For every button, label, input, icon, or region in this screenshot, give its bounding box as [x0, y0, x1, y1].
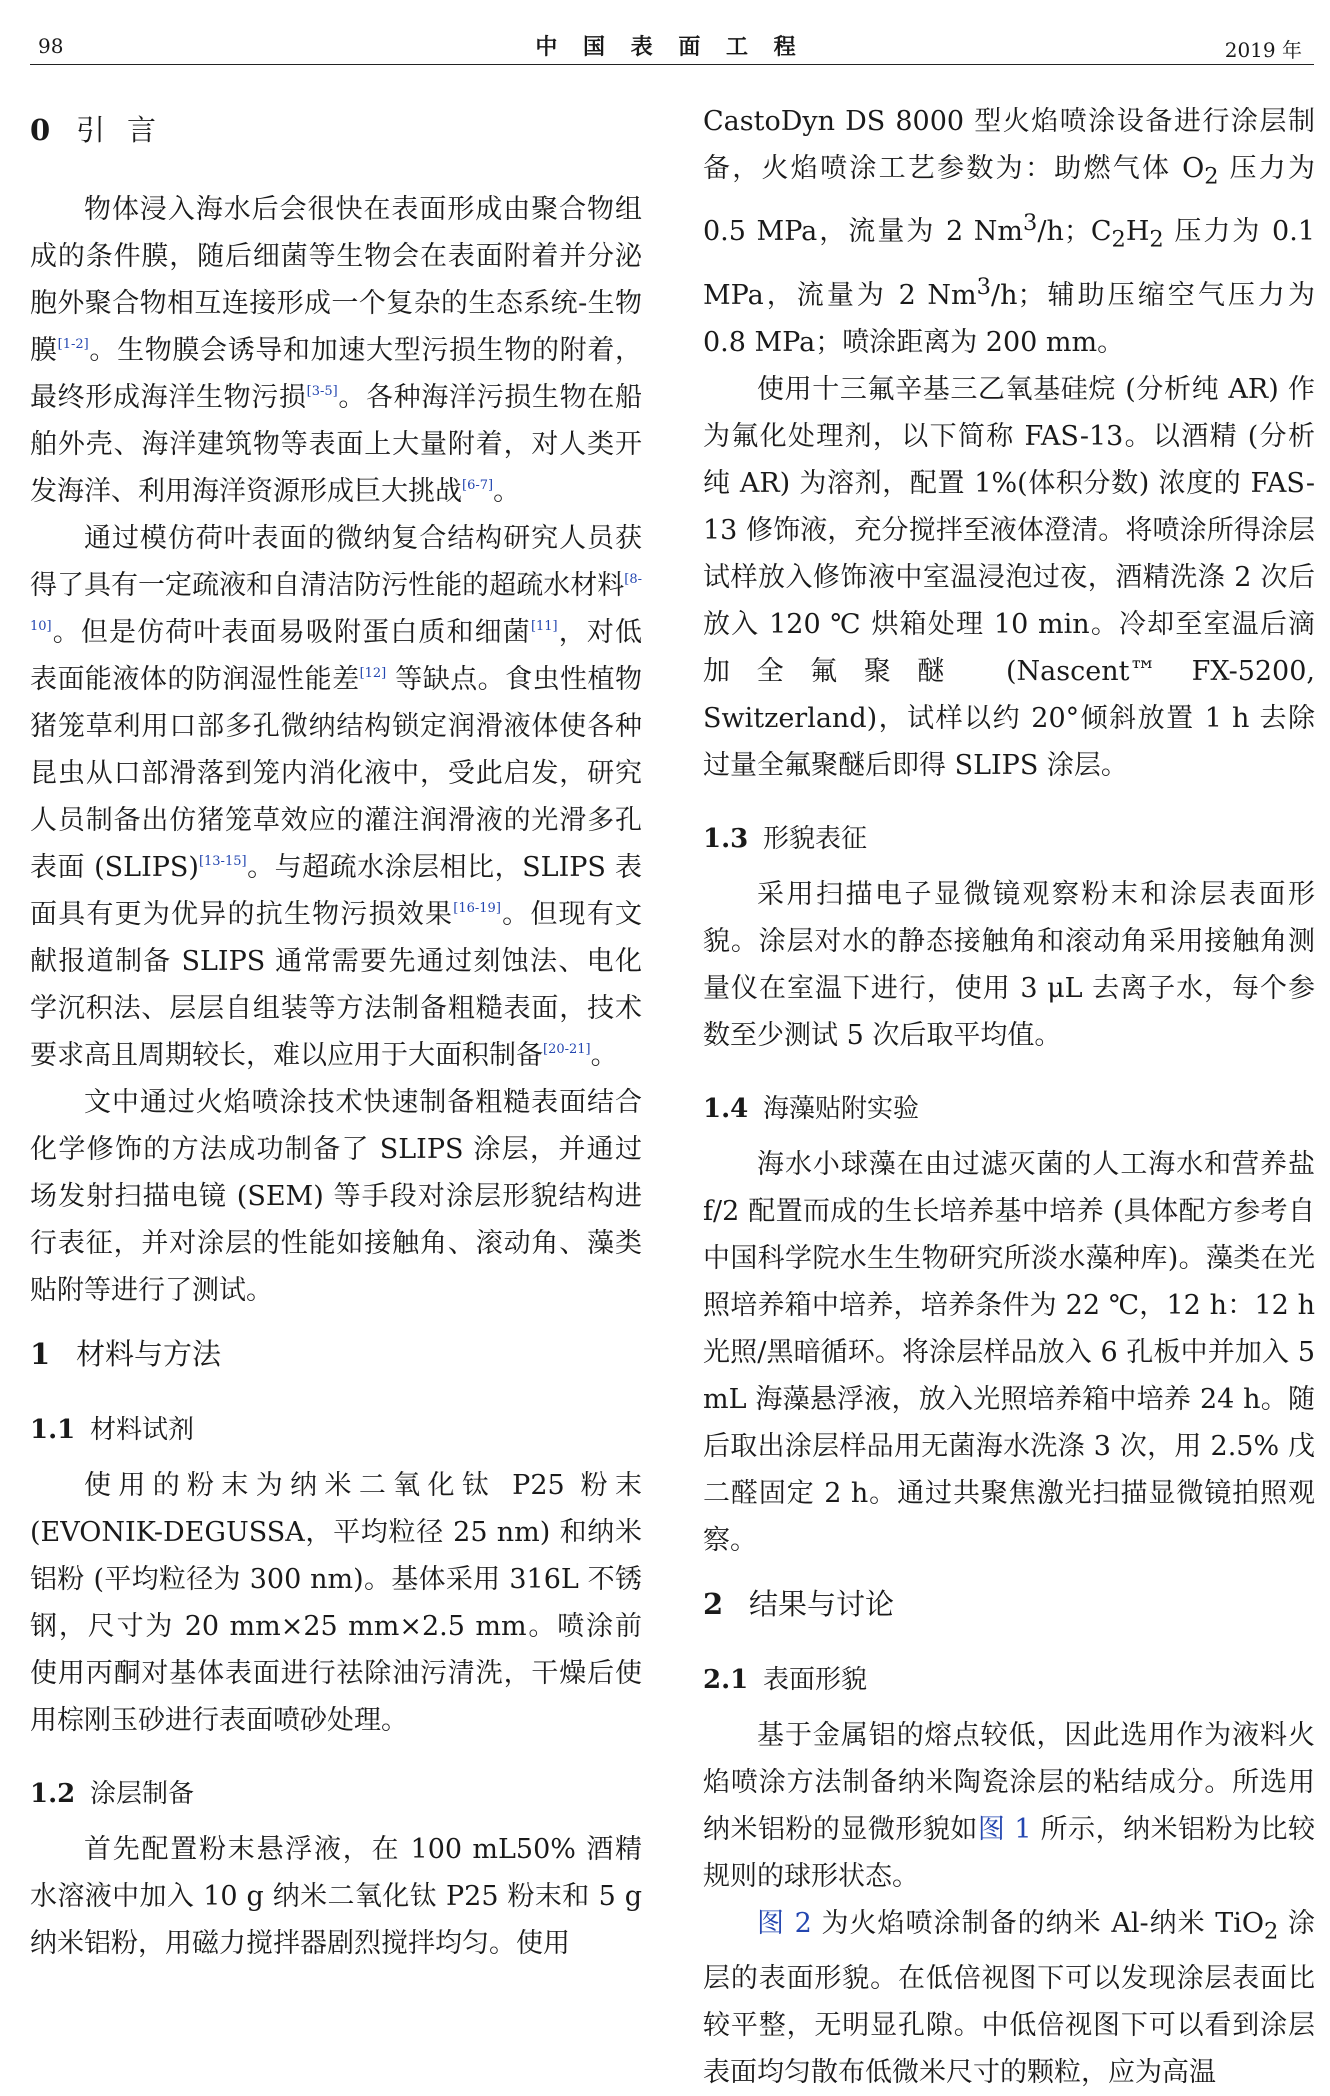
- section-heading: 1 材料与方法: [30, 1337, 222, 1371]
- citation-link[interactable]: [3-5]: [306, 384, 338, 399]
- subsection-heading: 1.3 形貌表征: [703, 823, 868, 854]
- paragraph: 使用的粉末为纳米二氧化钛 P25 粉末 (EVONIK-DEGUSSA，平均粒径 25 nm) 和纳米铝粉 (平均粒径为 300 nm)。基体采用 316L 不锈钢，尺寸为 20 mm×25 mm×2.5 mm。喷涂前使用丙酮对基体表面进行祛除油污清洗，干燥后使用棕刚玉砂进行表面喷砂处理。: [30, 1470, 642, 1736]
- citation-link[interactable]: [1-2]: [57, 337, 89, 352]
- header-rule: [30, 64, 1314, 65]
- journal-title: 中 国 表 面 工 程: [535, 34, 805, 60]
- page-header: [30, 28, 1310, 68]
- paragraph: 通过模仿荷叶表面的微纳复合结构研究人员获得了具有一定疏液和自清洁防污性能的超疏水材料[8-10]。但是仿荷叶表面易吸附蛋白质和细菌[11]，对低表面能液体的防润湿性能差[12] 等缺点。食虫性植物猪笼草利用口部多孔微纳结构锁定润滑液体使各种昆虫从口部滑落到笼内消化液中，受此启发，研究人员制备出仿猪笼草效应的灌注润滑液的光滑多孔表面 (SLIPS)[13-15]。与超疏水涂层相比，SLIPS 表面具有更为优异的抗生物污损效果[16-19]。但现有文献报道制备 SLIPS 通常需要先通过刻蚀法、电化学沉积法、层层自组装等方法制备粗糙表面，技术要求高且周期较长，难以应用于大面积制备[20-21]。: [30, 523, 643, 1071]
- citation-link[interactable]: [16-19]: [453, 901, 501, 916]
- paragraph: 采用扫描电子显微镜观察粉末和涂层表面形貌。涂层对水的静态接触角和滚动角采用接触角测量仪在室温下进行，使用 3 μL 去离子水，每个参数至少测试 5 次后取平均值。: [703, 878, 1315, 1051]
- citation-link[interactable]: [20-21]: [543, 1042, 591, 1057]
- paragraph: 文中通过火焰喷涂技术快速制备粗糙表面结合化学修饰的方法成功制备了 SLIPS 涂层，并通过场发射扫描电镜 (SEM) 等手段对涂层形貌结构进行表征，并对涂层的性能如接触角、滚动角、藻类贴附等进行了测试。: [30, 1087, 642, 1306]
- paragraph: 首先配置粉末悬浮液，在 100 mL50% 酒精水溶液中加入 10 g 纳米二氧化钛 P25 粉末和 5 g 纳米铝粉，用磁力搅拌器剧烈搅拌均匀。使用: [30, 1834, 642, 1959]
- paragraph: 使用十三氟辛基三乙氧基硅烷 (分析纯 AR) 作为氟化处理剂，以下简称 FAS-13。以酒精 (分析纯 AR) 为溶剂，配置 1%(体积分数) 浓度的 FAS-13 修饰液，充分搅拌至液体澄清。将喷涂所得涂层试样放入修饰液中室温浸泡过夜，酒精洗涤 2 次后放入 120 ℃ 烘箱处理 10 min。冷却至室温后滴加全氟聚醚 (Nascent™ FX-5200, Switzerland)，试样以约 20°倾斜放置 1 h 去除过量全氟聚醚后即得 SLIPS 涂层。: [703, 373, 1315, 781]
- paragraph: 图 2 为火焰喷涂制备的纳米 Al-纳米 TiO$_2$ 涂层的表面形貌。在低倍视图下可以发现涂层表面比较平整，无明显孔隙。中低倍视图下可以看到涂层表面均匀散布低微米尺寸的颗粒，应为高温: [703, 1907, 1315, 2089]
- citation-link[interactable]: [8-10]: [30, 572, 642, 634]
- paragraph: CastoDyn DS 8000 型火焰喷涂设备进行涂层制备，火焰喷涂工艺参数为：助燃气体 $O_2$ 压力为 0.5 MPa，流量为 2 Nm$^3$/h；$C_2H_2$ 压力为 0.1 MPa，流量为 2 Nm$^3$/h；辅助压缩空气压力为 0.8 MPa；喷涂距离为 200 mm。: [703, 106, 1315, 358]
- page-number: 98: [38, 34, 64, 58]
- subsection-heading: 1.2 涂层制备: [30, 1779, 195, 1809]
- subsection-heading: 1.4 海藻贴附实验: [703, 1093, 920, 1124]
- section-heading-introduction: 0 引言: [30, 113, 179, 147]
- paragraph: 基于金属铝的熔点较低，因此选用作为液料火焰喷涂方法制备纳米陶瓷涂层的粘结成分。所选用纳米铝粉的显微形貌如图 1 所示，纳米铝粉为比较规则的球形状态。: [703, 1719, 1315, 1892]
- citation-link[interactable]: [13-15]: [198, 854, 247, 869]
- figure-link[interactable]: 图 2: [757, 1907, 812, 1939]
- right-column: [703, 98, 1315, 2096]
- citation-link[interactable]: [11]: [530, 619, 558, 634]
- subsection-heading: 1.1 材料试剂: [30, 1415, 195, 1445]
- citation-link[interactable]: [6-7]: [462, 478, 494, 493]
- publication-year: 2019 年: [1224, 38, 1302, 62]
- citation-link[interactable]: [12]: [359, 666, 387, 681]
- left-column: [30, 98, 642, 1967]
- subsection-heading: 2.1 表面形貌: [703, 1664, 868, 1695]
- figure-link[interactable]: 图 1: [977, 1813, 1032, 1845]
- paragraph: 物体浸入海水后会很快在表面形成由聚合物组成的条件膜，随后细菌等生物会在表面附着并分泌胞外聚合物相互连接形成一个复杂的生态系统-生物膜[1-2]。生物膜会诱导和加速大型污损生物的附着，最终形成海洋生物污损[3-5]。各种海洋污损生物在船舶外壳、海洋建筑物等表面上大量附着，对人类开发海洋、利用海洋资源形成巨大挑战[6-7]。: [30, 194, 643, 507]
- section-heading: 2 结果与讨论: [703, 1586, 895, 1621]
- paragraph: 海水小球藻在由过滤灭菌的人工海水和营养盐 f/2 配置而成的生长培养基中培养 (具体配方参考自中国科学院水生生物研究所淡水藻种库)。藻类在光照培养箱中培养，培养条件为 22 ℃，12 h：12 h 光照/黑暗循环。将涂层样品放入 6 孔板中并加入 5 mL 海藻悬浮液，放入光照培养箱中培养 24 h。随后取出涂层样品用无菌海水洗涤 3 次，用 2.5% 戊二醛固定 2 h。通过共聚焦激光扫描显微镜拍照观察。: [703, 1148, 1315, 1556]
